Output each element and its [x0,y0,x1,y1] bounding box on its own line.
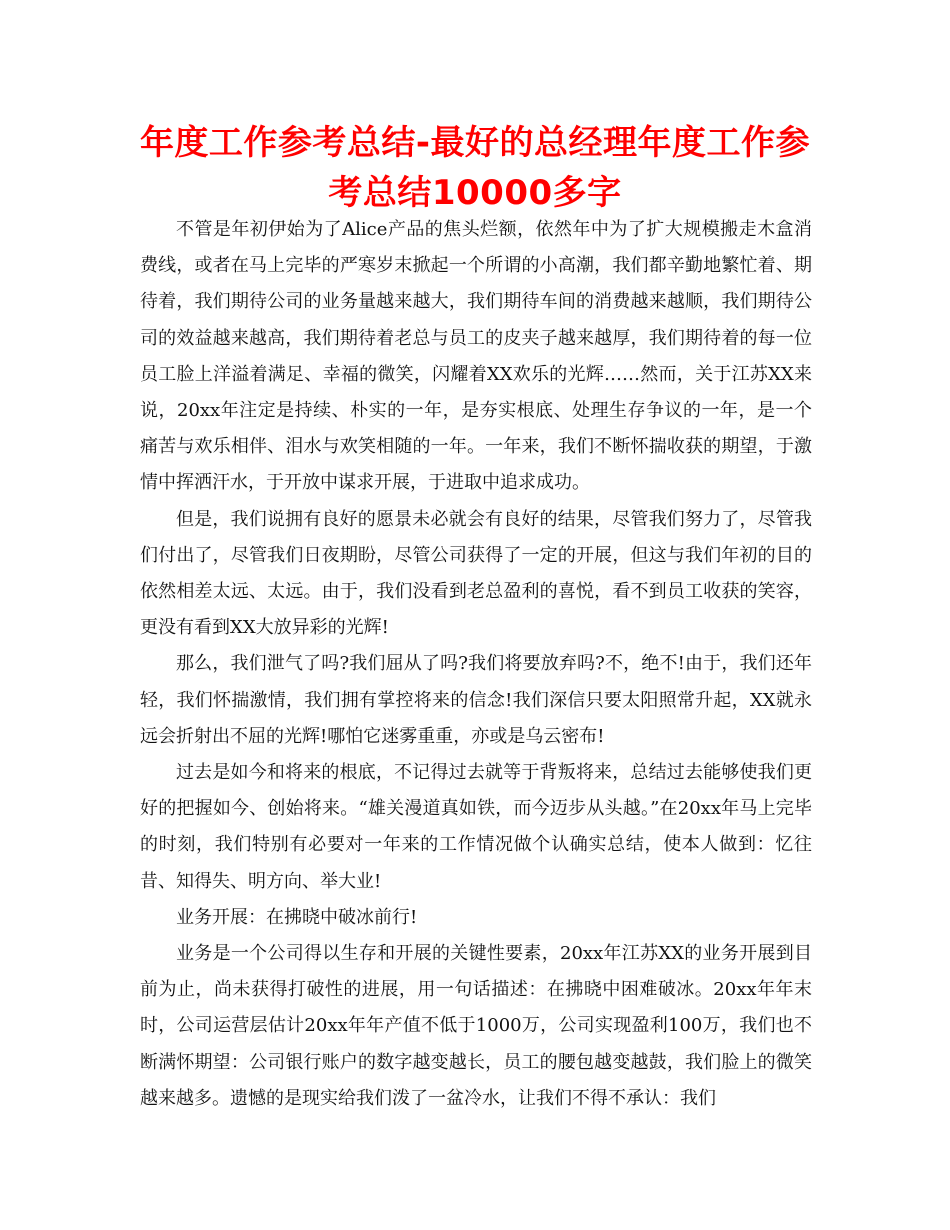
document-title: 年度工作参考总结-最好的总经理年度工作参考总结10000多字 [139,123,811,213]
section-heading: 业务开展：在拂晓中破冰前行! [176,906,418,928]
paragraph: 那么，我们泄气了吗?我们屈从了吗?我们将要放弃吗?不，绝不!由于，我们还年轻，我们怀揣激情，我们拥有掌控将来的信念!我们深信只要太阳照常升起，XX就永远会折射出不屈的光辉!哪怕它迷雾重重，亦或是乌云密布! [140,653,812,747]
paragraph: 过去是如今和将来的根底，不记得过去就等于背叛将来，总结过去能够使我们更好的把握如今、创始将来。“雄关漫道真如铁，而今迈步从头越。”在20xx年马上完毕的时刻，我们特别有必要对一年来的工作情况做个认确实总结，使本人做到：忆往昔、知得失、明方向、举大业! [140,762,812,892]
paragraph: 但是，我们说拥有良好的愿景未必就会有良好的结果，尽管我们努力了，尽管我们付出了，尽管我们日夜期盼，尽管公司获得了一定的开展，但这与我们年初的目的依然相差太远、太远。由于，我们没看到老总盈利的喜悦，看不到员工收获的笑容，更没有看到XX大放异彩的光辉! [140,508,812,639]
paragraph: 业务是一个公司得以生存和开展的关键性要素，20xx年江苏XX的业务开展到目前为止，尚未获得打破性的进展，用一句话描述：在拂晓中困难破冰。20xx年年末时，公司运营层估计20xx年年产值不低于1000万，公司实现盈利100万，我们也不断满怀期望：公司银行账户的数字越变越长，员工的腰包越变越鼓，我们脸上的微笑越来越多。遗憾的是现实给我们泼了一盆冷水，让我们不得不承认：我们 [140,943,812,1109]
document-body [140,212,812,1117]
paragraph: 不管是年初伊始为了Alice产品的焦头烂额，依然年中为了扩大规模搬走木盒消费线，或者在马上完毕的严寒岁末掀起一个所谓的小高潮，我们都辛勤地繁忙着、期待着，我们期待公司的业务量越来越大，我们期待车间的消费越来越顺，我们期待公司的效益越来越高，我们期待着老总与员工的皮夹子越来越厚，我们期待着的每一位员工脸上洋溢着满足、幸福的微笑，闪耀着XX欢乐的光辉……然而，关于江苏XX来说，20xx年注定是持续、朴实的一年，是夯实根底、处理生存争议的一年，是一个痛苦与欢乐相伴、泪水与欢笑相随的一年。一年来，我们不断怀揣收获的期望，于激情中挥洒汗水，于开放中谋求开展，于进取中追求成功。 [140,219,812,494]
